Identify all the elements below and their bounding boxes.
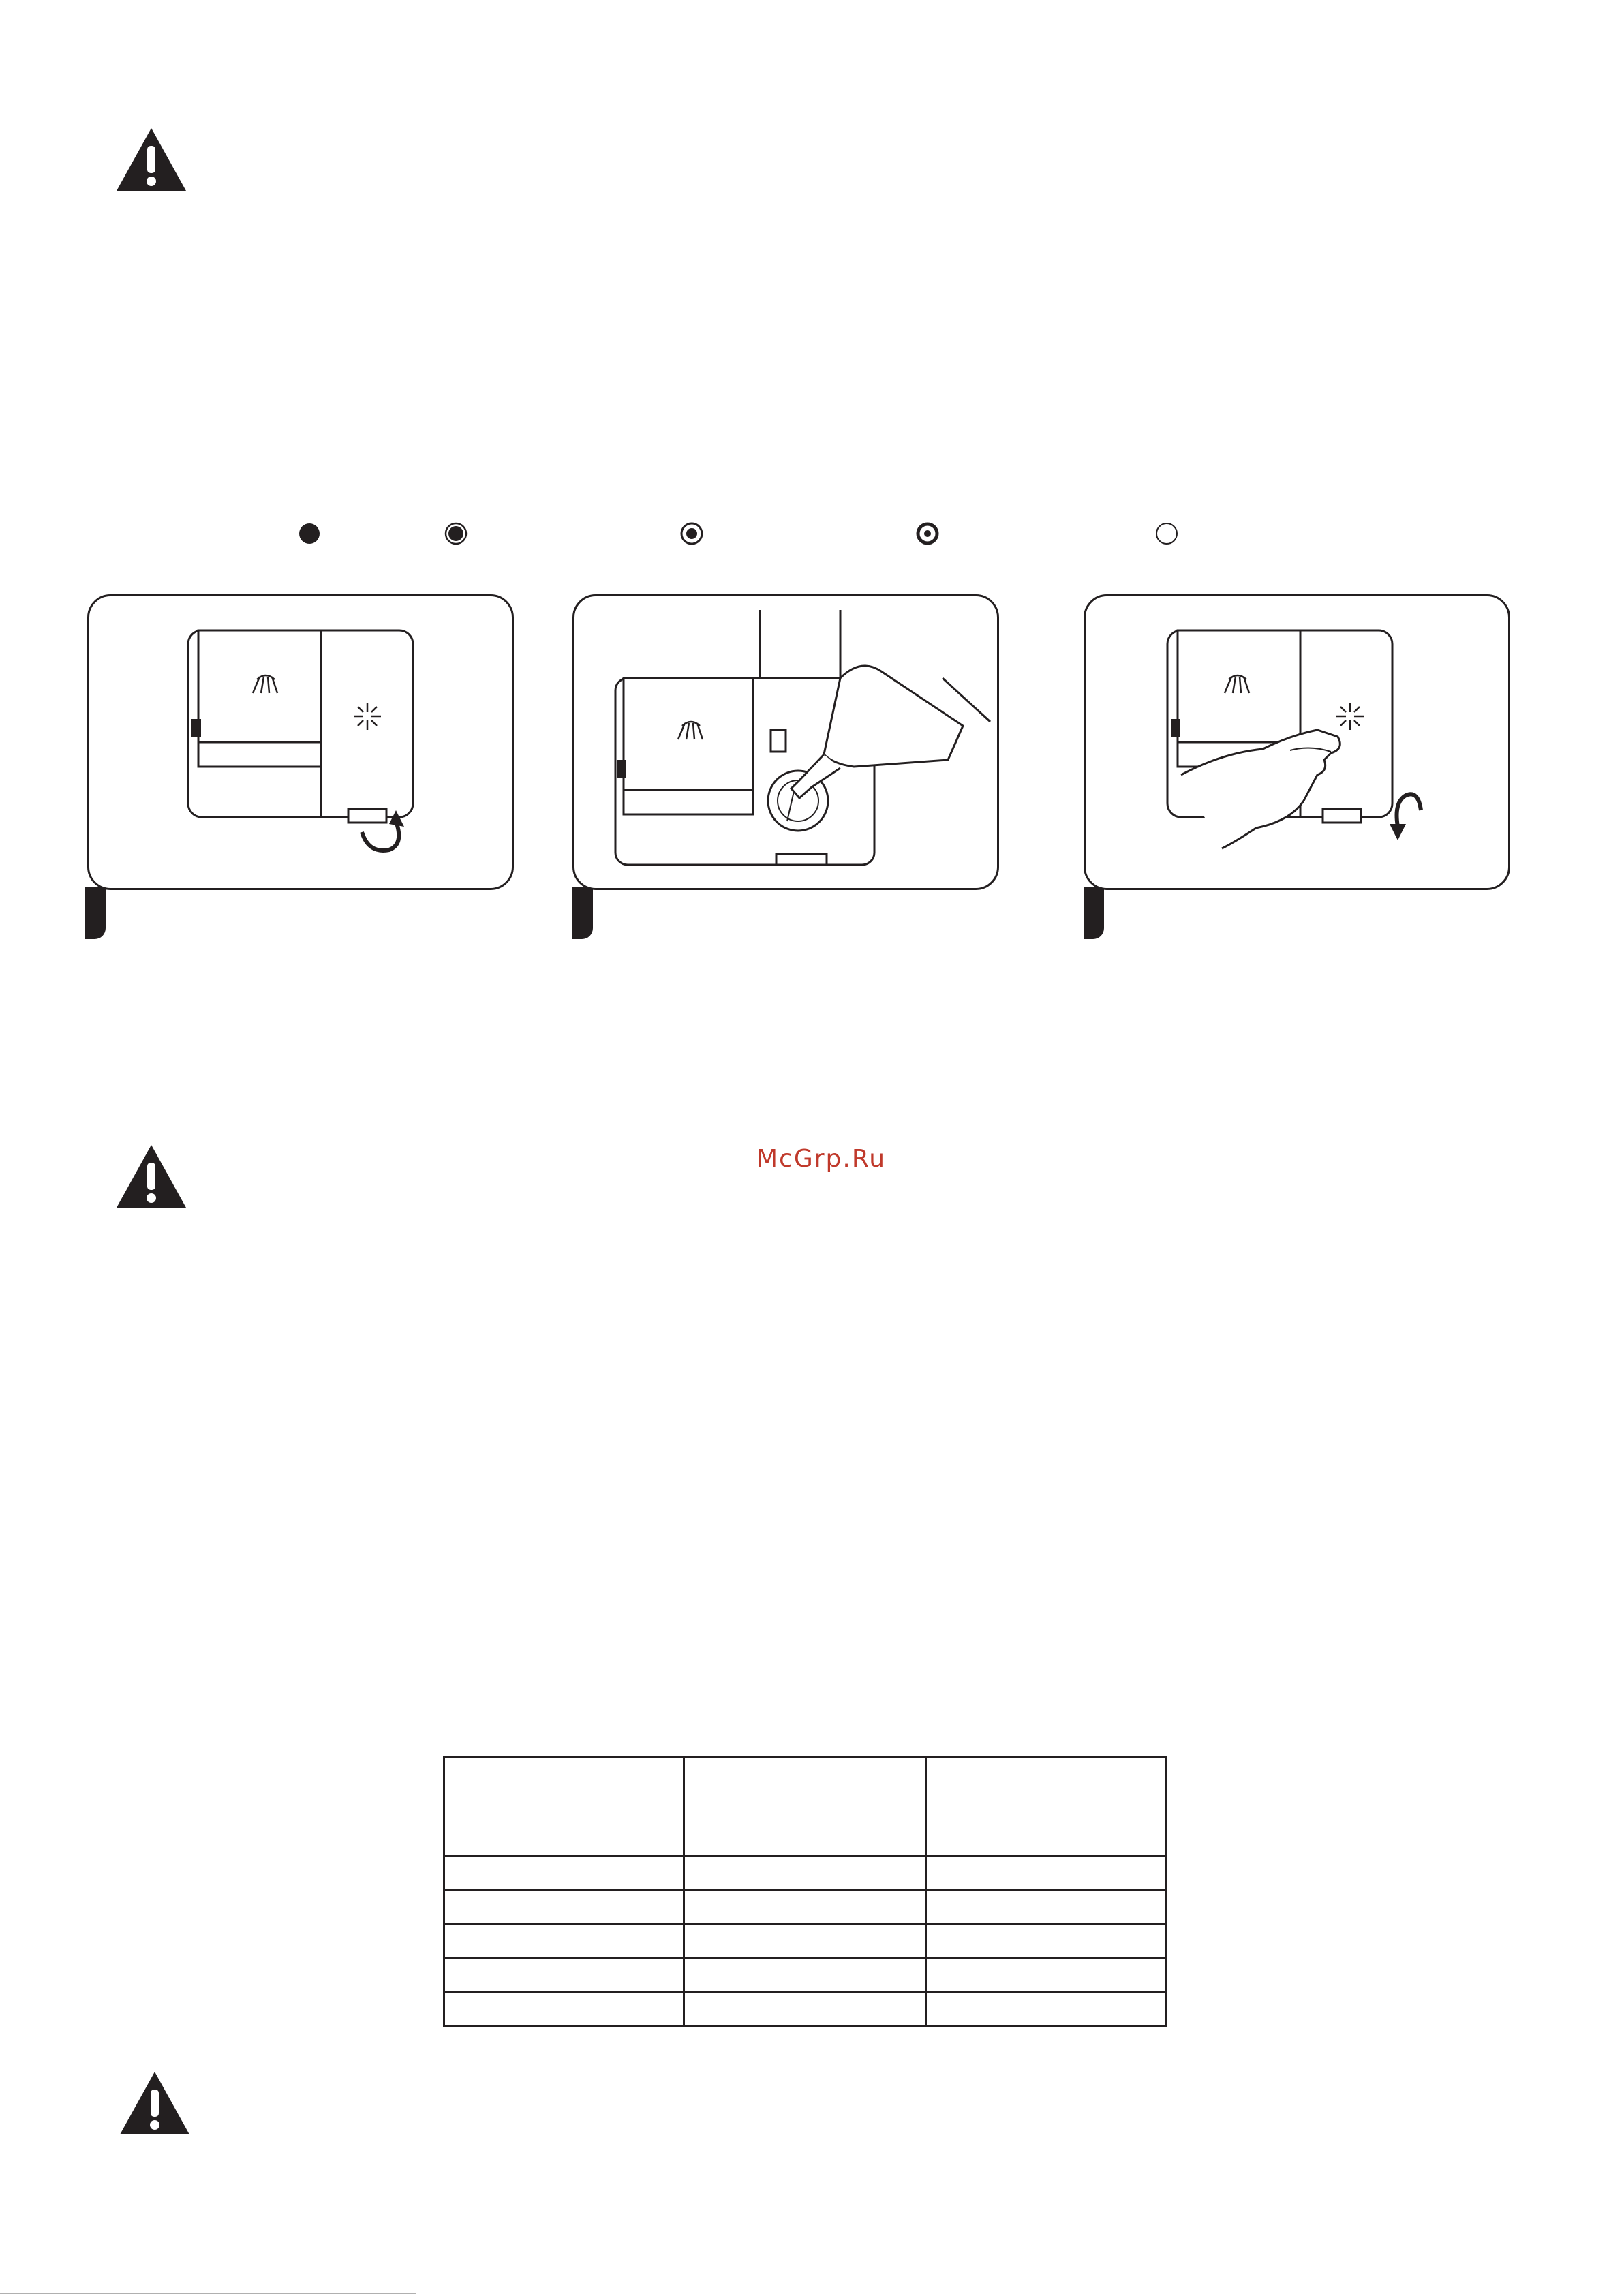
rotate-arrow-icon [1397,794,1422,827]
table-row [444,1993,1166,2027]
table-cell [925,1925,1165,1959]
table-cell [444,1925,684,1959]
table-cell [444,1891,684,1925]
step-tab [85,887,106,939]
table-row [444,1925,1166,1959]
indicator-quarter-icon [916,522,939,545]
rotate-arrow-icon [362,821,399,851]
table-cell [925,1891,1165,1925]
step-tab [1084,887,1104,939]
step-fill-rinse-aid-illustration [572,594,999,890]
indicator-empty-icon [1155,522,1178,545]
table-cell [684,1993,925,2027]
table-header-cell [684,1757,925,1856]
footer-rule [0,2293,416,2294]
table-row [444,1891,1166,1925]
table-cell [684,1959,925,1993]
table-cell [925,1856,1165,1891]
table-row [444,1959,1166,1993]
table-header-cell [925,1757,1165,1856]
warning-triangle-icon [114,1142,189,1210]
step-open-cap-illustration [87,594,514,890]
warning-triangle-icon [114,125,189,194]
indicator-three-quarter-icon [444,522,468,545]
table-cell [684,1856,925,1891]
table-cell [444,1856,684,1891]
table-cell [925,1993,1165,2027]
indicator-full-icon [298,522,321,545]
warning-triangle-icon [117,2069,192,2137]
table-cell [684,1925,925,1959]
table-cell [684,1891,925,1925]
step-tab [572,887,593,939]
table-row [444,1856,1166,1891]
table-header-cell [444,1757,684,1856]
table-cell [444,1959,684,1993]
water-hardness-table [443,1756,1167,2027]
table-cell [444,1993,684,2027]
step-close-cap-illustration [1084,594,1510,890]
table-cell [925,1959,1165,1993]
indicator-half-icon [680,522,703,545]
table-header-row [444,1757,1166,1856]
watermark: McGrp.Ru [756,1145,887,1173]
